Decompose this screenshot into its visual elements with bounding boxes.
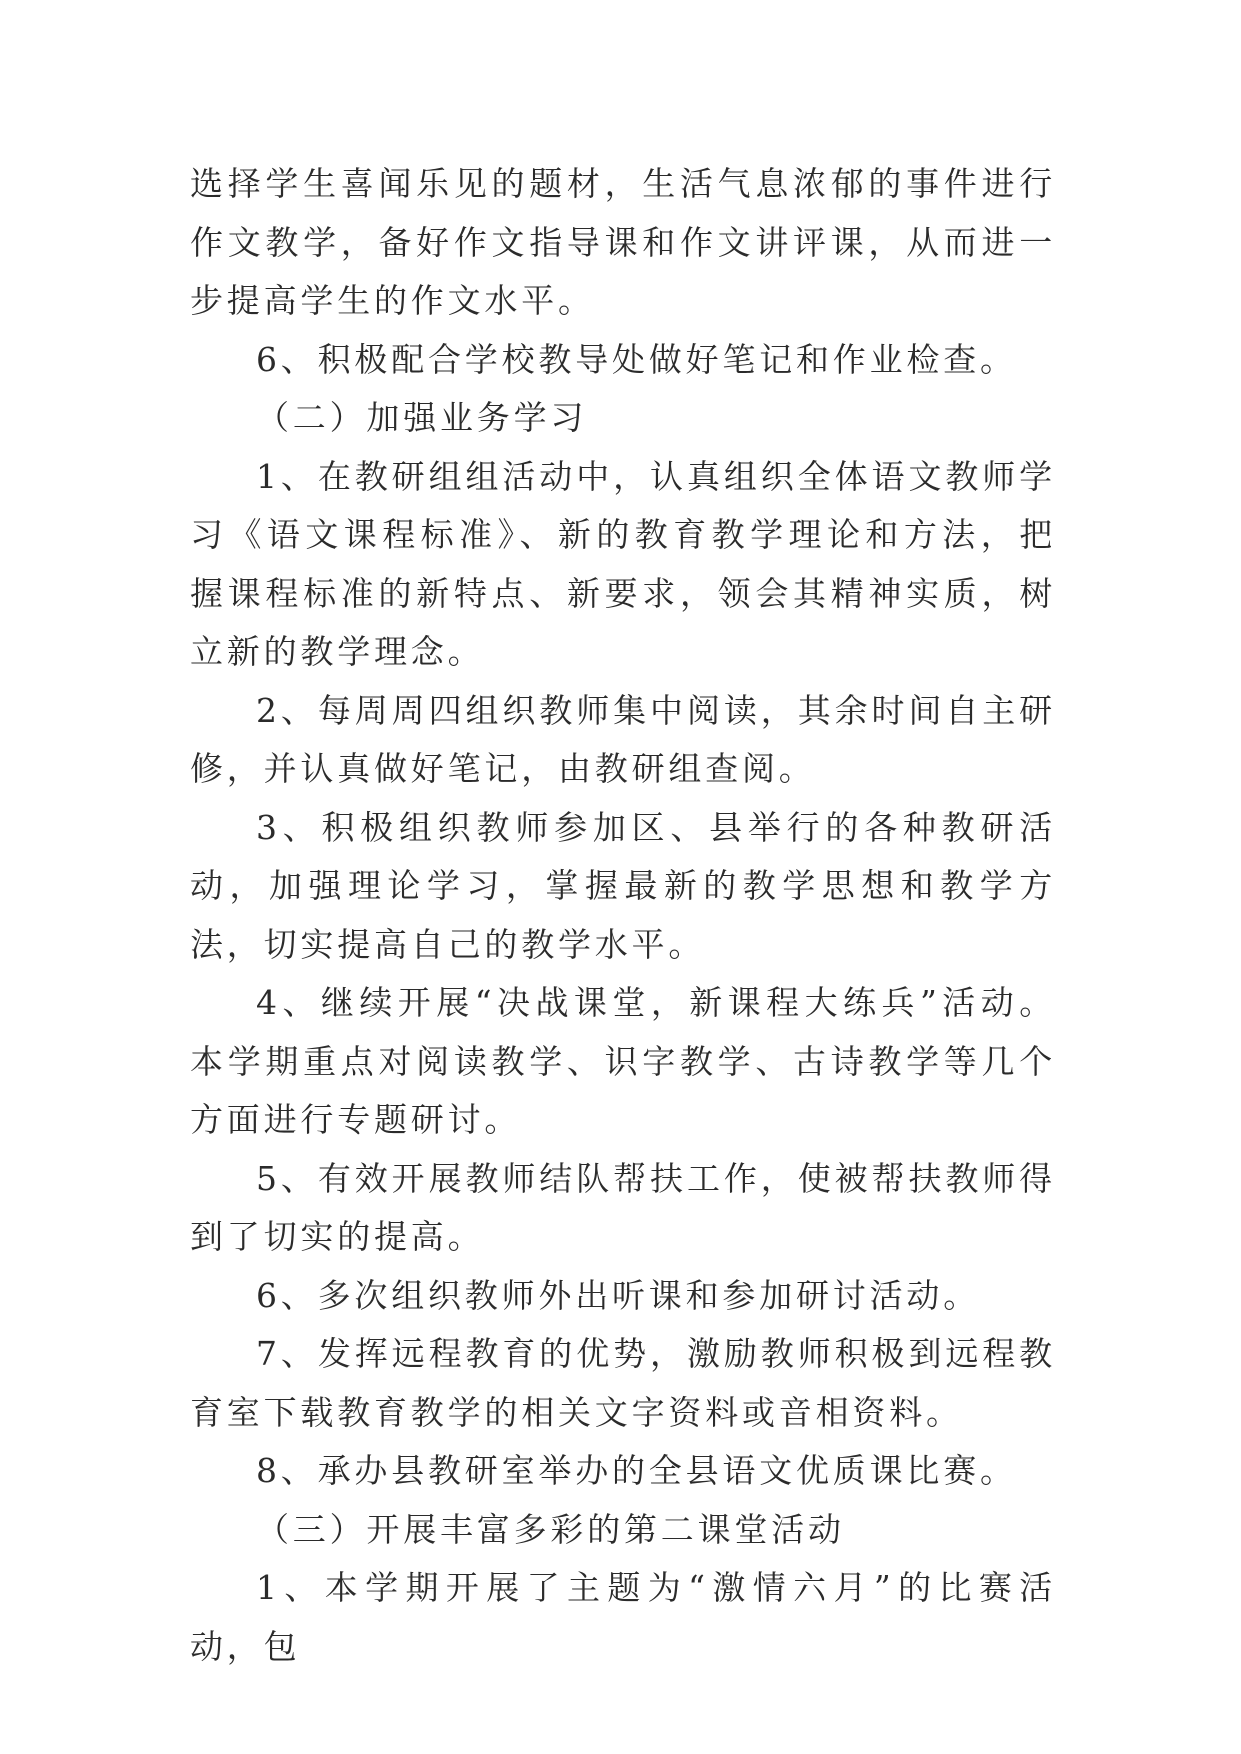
paragraph-6: 3、积极组织教师参加区、县举行的各种教研活动，加强理论学习，掌握最新的教学思想和教学方法，切实提高自己的教学水平。 bbox=[190, 807, 1056, 964]
paragraph-13: 1、本学期开展了主题为“激情六月”的比赛活动，包 bbox=[190, 1568, 1056, 1666]
paragraph-7: 4、继续开展“决战课堂，新课程大练兵”活动。本学期重点对阅读教学、识字教学、古诗教学等几个方面进行专题研讨。 bbox=[190, 983, 1056, 1139]
paragraph-2: 6、积极配合学校教导处做好笔记和作业检查。 bbox=[256, 339, 1017, 379]
section-heading-2: （二）加强业务学习 bbox=[256, 398, 588, 437]
paragraph-1: 选择学生喜闻乐见的题材，生活气息浓郁的事件进行作文教学，备好作文指导课和作文讲评课，从而进一步提高学生的作文水平。 bbox=[190, 164, 1056, 320]
paragraph-5: 2、每周周四组织教师集中阅读，其余时间自主研修，并认真做好笔记，由教研组查阅。 bbox=[190, 690, 1056, 788]
paragraph-10: 7、发挥远程教育的优势，激励教师积极到远程教育室下载教育教学的相关文字资料或音相资料。 bbox=[190, 1334, 1056, 1432]
paragraph-8: 5、有效开展教师结队帮扶工作，使被帮扶教师得到了切实的提高。 bbox=[190, 1158, 1056, 1256]
paragraph-11: 8、承办县教研室举办的全县语文优质课比赛。 bbox=[256, 1451, 1017, 1490]
section-heading-3: （三）开展丰富多彩的第二课堂活动 bbox=[256, 1509, 845, 1549]
paragraph-9: 6、多次组织教师外出听课和参加研讨活动。 bbox=[256, 1275, 980, 1315]
document-body bbox=[190, 155, 1056, 1676]
paragraph-4: 1、在教研组组活动中，认真组织全体语文教师学习《语文课程标准》、新的教育教学理论和方法，把握课程标准的新特点、新要求，领会其精神实质，树立新的教学理念。 bbox=[190, 456, 1056, 671]
